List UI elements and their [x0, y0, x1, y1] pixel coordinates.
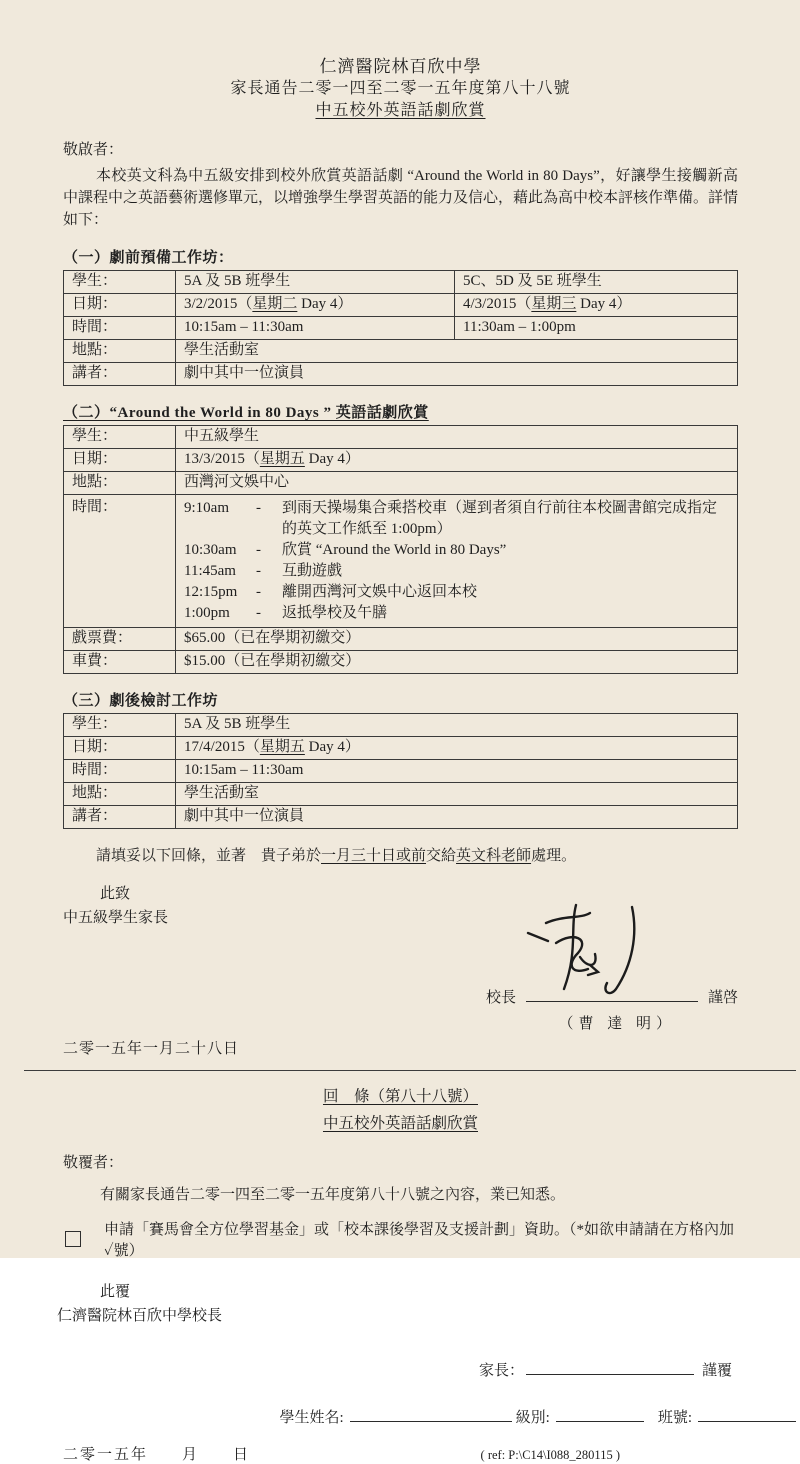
students-a-cell: 5A 及 5B 班學生	[176, 271, 455, 294]
reply-slip-title: 回 條（第八十八號）	[322, 1088, 478, 1105]
notice-date: 二零一五年一月二十八日	[63, 1041, 240, 1057]
table-row	[64, 737, 738, 760]
reply-bottom-row	[63, 1443, 738, 1464]
school-name: 仁濟醫院林百欣中學	[319, 57, 482, 76]
schedule-item: 10:30am - 欣賞 “Around the World in 80 Days”	[184, 542, 507, 558]
table-row	[64, 472, 738, 495]
table-row	[64, 426, 738, 449]
notice-number: 家長通告二零一四至二零一五年度第八十八號	[230, 80, 571, 97]
row-label: 地點：	[64, 340, 176, 363]
speaker-cell: 劇中其中一位演員	[176, 363, 738, 386]
table-row	[64, 294, 738, 317]
salutation: 敬啟者：	[63, 142, 124, 158]
table-row	[64, 783, 738, 806]
table-row	[64, 495, 738, 628]
parent-respect-label: 謹覆	[701, 1363, 732, 1379]
subsidy-option-label: 申請「賽馬會全方位學習基金」或「校本課後學習及支援計劃」資助。（*如欲申請請在方格內加✓號）	[104, 1222, 735, 1259]
row-label: 學生：	[64, 714, 176, 737]
intro-paragraph: 本校英文科為中五級安排到校外欣賞英語話劇 “Around the World in 80 Days”，好讓學生接觸新高中課程中之英語藝術選修單元，以增強學生學習英語的能力及信心，藉此為高中校本評核作準備。詳情如下：	[63, 168, 739, 228]
venue-cell: 學生活動室	[176, 783, 738, 806]
schedule-item: 11:45am - 互動遊戲	[184, 563, 343, 579]
row-label: 時間：	[64, 495, 176, 628]
students-b-cell: 5C、5D 及 5E 班學生	[455, 271, 738, 294]
venue-cell: 西灣河文娛中心	[176, 472, 738, 495]
section3-heading: （三）劇後檢討工作坊	[63, 693, 219, 709]
show-details-table	[63, 425, 738, 674]
row-label: 車費：	[64, 651, 176, 674]
class-label: 級別:	[515, 1410, 550, 1426]
student-info-row	[63, 1406, 796, 1427]
principal-signature-line[interactable]	[526, 988, 698, 1002]
row-label: 日期：	[64, 737, 176, 760]
subsidy-option-row	[63, 1218, 738, 1260]
reply-slip	[0, 1071, 800, 1464]
time-a-cell: 10:15am – 11:30am	[176, 317, 455, 340]
row-label: 時間：	[64, 317, 176, 340]
table-row	[64, 628, 738, 651]
table-row	[64, 806, 738, 829]
reply-slip-subtitle: 中五校外英語話劇欣賞	[322, 1115, 478, 1132]
date-a-cell: 3/2/2015（星期二 Day 4）	[176, 294, 455, 317]
bus-fee-cell: $15.00（已在學期初繳交）	[176, 651, 738, 674]
parent-signature-row	[63, 1359, 732, 1380]
respectfully-label: 謹啓	[707, 990, 738, 1006]
venue-cell: 學生活動室	[176, 340, 738, 363]
table-row	[64, 760, 738, 783]
principal-signature	[510, 899, 680, 999]
table-row	[64, 651, 738, 674]
schedule-item: 1:00pm - 返抵學校及午膳	[184, 605, 388, 621]
table-row	[64, 449, 738, 472]
class-field[interactable]	[556, 1408, 644, 1422]
table-row	[64, 271, 738, 294]
schedule-item: 12:15pm - 離開西灣河文娛中心返回本校	[184, 584, 478, 600]
section1-heading: （一）劇前預備工作坊：	[63, 250, 234, 266]
row-label: 日期：	[64, 294, 176, 317]
section2-heading: （二）“Around the World in 80 Days ” 英語話劇欣賞	[63, 405, 429, 421]
reply-addressee: 仁濟醫院林百欣中學校長	[57, 1308, 223, 1324]
row-label: 戲票費：	[64, 628, 176, 651]
return-instruction: 請填妥以下回條，並著 貴子弟於一月三十日或前交給英文科老師處理。	[96, 848, 577, 864]
date-cell: 17/4/2015（星期五 Day 4）	[176, 737, 738, 760]
row-label: 講者：	[64, 806, 176, 829]
date-b-cell: 4/3/2015（星期三 Day 4）	[455, 294, 738, 317]
row-label: 時間：	[64, 760, 176, 783]
table-row	[64, 363, 738, 386]
notice-subject: 中五校外英語話劇欣賞	[315, 102, 486, 119]
speaker-cell: 劇中其中一位演員	[176, 806, 738, 829]
students-cell: 5A 及 5B 班學生	[176, 714, 738, 737]
class-number-label: 班號:	[657, 1410, 692, 1426]
student-name-field[interactable]	[350, 1408, 512, 1422]
row-label: 學生：	[64, 426, 176, 449]
parent-signature-field[interactable]	[526, 1361, 694, 1375]
student-name-label: 學生姓名:	[279, 1410, 344, 1426]
reply-closing: 此覆	[100, 1284, 131, 1300]
schedule-cell	[176, 495, 738, 628]
pre-show-workshop-table	[63, 270, 738, 386]
row-label: 講者：	[64, 363, 176, 386]
post-show-workshop-table	[63, 713, 738, 829]
acknowledgement-text: 有關家長通告二零一四至二零一五年度第八十八號之內容，業已知悉。	[100, 1187, 566, 1203]
table-row	[64, 317, 738, 340]
time-b-cell: 11:30am – 1:00pm	[455, 317, 738, 340]
schedule-item: 9:10am - 到雨天操場集合乘搭校車（遲到者須自行前往本校圖書館完成指定的英文工作紙至 1:00pm）	[184, 500, 718, 537]
ticket-fee-cell: $65.00（已在學期初繳交）	[176, 628, 738, 651]
row-label: 地點：	[64, 472, 176, 495]
students-cell: 中五級學生	[176, 426, 738, 449]
class-number-field[interactable]	[698, 1408, 796, 1422]
table-row	[64, 340, 738, 363]
reply-date-blank: 二零一五年 月 日	[63, 1447, 251, 1463]
principal-signature-block	[63, 935, 738, 1033]
principal-label: 校長	[485, 990, 516, 1006]
closing-addressee: 中五級學生家長	[63, 910, 169, 926]
row-label: 地點：	[64, 783, 176, 806]
closing-to: 此致	[100, 886, 131, 902]
file-reference: ( ref: P:\C14\I088_280115 )	[480, 1448, 620, 1462]
table-row	[64, 714, 738, 737]
row-label: 學生：	[64, 271, 176, 294]
subsidy-checkbox[interactable]	[65, 1231, 81, 1247]
row-label: 日期：	[64, 449, 176, 472]
parent-label: 家長：	[478, 1363, 524, 1379]
reply-salutation: 敬覆者：	[63, 1155, 124, 1171]
time-cell: 10:15am – 11:30am	[176, 760, 738, 783]
date-cell: 13/3/2015（星期五 Day 4）	[176, 449, 738, 472]
principal-name: （曹 達 明）	[558, 1016, 676, 1032]
